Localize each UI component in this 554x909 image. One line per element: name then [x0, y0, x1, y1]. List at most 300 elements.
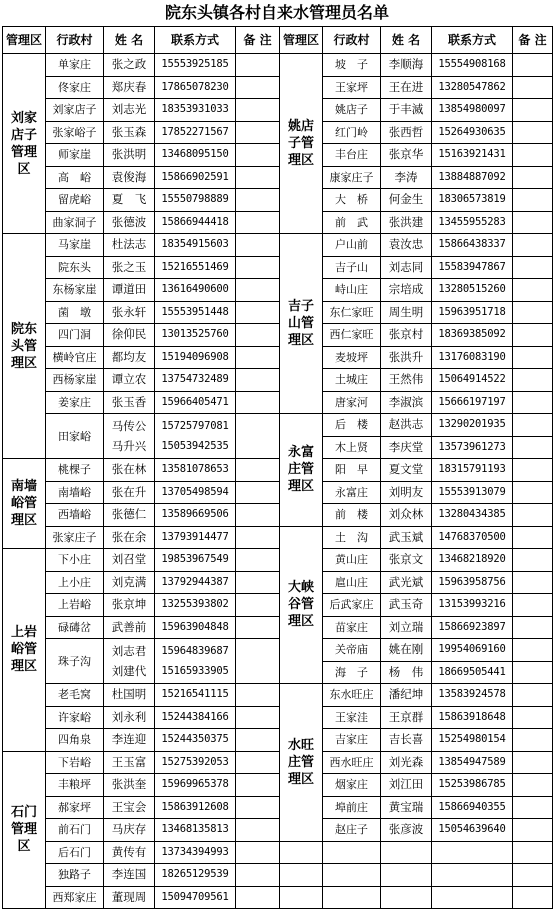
note-cell — [513, 324, 553, 347]
person-name-cell: 李淑滨 — [381, 391, 432, 414]
note-cell — [236, 54, 280, 77]
person-name-cell: 张洪建 — [381, 211, 432, 234]
person-name-cell: 刘志同 — [381, 256, 432, 279]
person-name-cell: 刘光森 — [381, 751, 432, 774]
phone-cell: 15094709561 — [155, 886, 236, 909]
note-cell — [513, 256, 553, 279]
table-row — [3, 751, 553, 774]
phone-cell: 18306573819 — [432, 189, 513, 212]
village-cell: 土 沟 — [323, 526, 381, 549]
village-cell: 前 楼 — [323, 504, 381, 527]
phone-cell: 15964839687 15165933905 — [155, 639, 236, 684]
empty-cell — [513, 864, 553, 887]
phone-cell: 15244384166 — [155, 706, 236, 729]
phone-cell: 13792944387 — [155, 571, 236, 594]
note-cell — [513, 391, 553, 414]
table-row — [3, 526, 553, 549]
village-cell: 东仁家旺 — [323, 301, 381, 324]
village-cell: 前 武 — [323, 211, 381, 234]
table-row — [3, 166, 553, 189]
person-name-cell: 刘召堂 — [104, 549, 155, 572]
person-name-cell: 宗培成 — [381, 279, 432, 302]
village-cell: 唐家河 — [323, 391, 381, 414]
person-name-cell: 张在升 — [104, 481, 155, 504]
page-title: 院东头镇各村自来水管理员名单 — [164, 3, 389, 22]
note-cell — [513, 279, 553, 302]
note-cell — [513, 166, 553, 189]
village-cell: 高 峪 — [46, 166, 104, 189]
person-name-cell: 潘纪坤 — [381, 684, 432, 707]
person-name-cell: 王玉富 — [104, 751, 155, 774]
phone-cell: 13854947589 — [432, 751, 513, 774]
empty-cell — [381, 864, 432, 887]
note-cell — [236, 639, 280, 684]
person-name-cell: 黄传有 — [104, 841, 155, 864]
management-area-right: 吉子山管理区 — [280, 234, 323, 414]
note-cell — [236, 594, 280, 617]
village-cell: 西墙峪 — [46, 504, 104, 527]
note-cell — [236, 819, 280, 842]
phone-cell: 15553913079 — [432, 481, 513, 504]
note-cell — [236, 751, 280, 774]
note-cell — [236, 616, 280, 639]
person-name-cell: 吉长喜 — [381, 729, 432, 752]
table-row — [3, 76, 553, 99]
empty-cell — [432, 864, 513, 887]
phone-cell: 15216551469 — [155, 256, 236, 279]
roster-body — [3, 54, 553, 909]
village-cell: 横岭官庄 — [46, 346, 104, 369]
note-cell — [236, 504, 280, 527]
table-row — [3, 324, 553, 347]
person-name-cell: 刘志光 — [104, 99, 155, 122]
table-row — [3, 189, 553, 212]
village-cell: 后石门 — [46, 841, 104, 864]
village-cell: 姚店子 — [323, 99, 381, 122]
management-area-left: 院东头管理区 — [3, 234, 46, 459]
person-name-cell: 李涛 — [381, 166, 432, 189]
note-cell — [236, 459, 280, 482]
phone-cell: 17865078230 — [155, 76, 236, 99]
village-cell: 田家峪 — [46, 414, 104, 459]
note-cell — [513, 211, 553, 234]
person-name-cell: 袁俊海 — [104, 166, 155, 189]
village-cell: 张家庄子 — [46, 526, 104, 549]
village-cell: 老毛窝 — [46, 684, 104, 707]
phone-cell: 13468218920 — [432, 549, 513, 572]
header-note-left: 备 注 — [236, 27, 280, 54]
village-cell: 单家庄 — [46, 54, 104, 77]
note-cell — [513, 189, 553, 212]
note-cell — [236, 256, 280, 279]
note-cell — [236, 481, 280, 504]
village-cell: 吉家庄 — [323, 729, 381, 752]
roster-table — [2, 26, 553, 909]
note-cell — [513, 504, 553, 527]
person-name-cell: 张洪奎 — [104, 774, 155, 797]
note-cell — [513, 121, 553, 144]
person-name-cell: 张彦波 — [381, 819, 432, 842]
person-name-cell: 袁汝忠 — [381, 234, 432, 257]
note-cell — [236, 324, 280, 347]
person-name-cell: 夏 飞 — [104, 189, 155, 212]
table-row — [3, 729, 553, 752]
person-name-cell: 周生明 — [381, 301, 432, 324]
village-cell: 扈山庄 — [323, 571, 381, 594]
village-cell: 马家崖 — [46, 234, 104, 257]
note-cell — [513, 526, 553, 549]
village-cell: 赵庄子 — [323, 819, 381, 842]
person-name-cell: 刘立瑞 — [381, 616, 432, 639]
empty-cell — [280, 864, 323, 887]
village-cell: 上小庄 — [46, 571, 104, 594]
phone-cell: 15866944418 — [155, 211, 236, 234]
phone-cell: 18354915603 — [155, 234, 236, 257]
phone-cell: 15866923897 — [432, 616, 513, 639]
table-row — [3, 886, 553, 909]
village-cell: 珠子沟 — [46, 639, 104, 684]
table-row — [3, 459, 553, 482]
note-cell — [236, 369, 280, 392]
note-cell — [236, 549, 280, 572]
phone-cell: 17852271567 — [155, 121, 236, 144]
village-cell: 碌碡岔 — [46, 616, 104, 639]
person-name-cell: 张京村 — [381, 324, 432, 347]
management-area-left: 石门管理区 — [3, 751, 46, 909]
phone-cell: 13013525760 — [155, 324, 236, 347]
table-row — [3, 504, 553, 527]
person-name-cell: 姚在刚 — [381, 639, 432, 662]
person-name-cell: 杨 伟 — [381, 661, 432, 684]
phone-cell: 15863912608 — [155, 796, 236, 819]
note-cell — [513, 819, 553, 842]
village-cell: 东水旺庄 — [323, 684, 381, 707]
phone-cell: 15163921431 — [432, 144, 513, 167]
village-cell: 木上贤 — [323, 436, 381, 459]
phone-cell: 15264930635 — [432, 121, 513, 144]
note-cell — [236, 279, 280, 302]
phone-cell: 13854980097 — [432, 99, 513, 122]
village-cell: 独路子 — [46, 864, 104, 887]
village-cell: 院东头 — [46, 256, 104, 279]
phone-cell: 13754732489 — [155, 369, 236, 392]
person-name-cell: 王宝会 — [104, 796, 155, 819]
note-cell — [236, 301, 280, 324]
table-row — [3, 301, 553, 324]
phone-cell: 15963904848 — [155, 616, 236, 639]
village-cell: 吉子山 — [323, 256, 381, 279]
management-area-left: 上岩峪管理区 — [3, 549, 46, 752]
person-name-cell: 张西哲 — [381, 121, 432, 144]
table-row — [3, 481, 553, 504]
management-area-right: 大峡谷管理区 — [280, 526, 323, 684]
table-row — [3, 346, 553, 369]
village-cell: 王家洼 — [323, 706, 381, 729]
phone-cell: 15254980154 — [432, 729, 513, 752]
village-cell: 红门岭 — [323, 121, 381, 144]
village-cell: 土城庄 — [323, 369, 381, 392]
village-cell: 丰台庄 — [323, 144, 381, 167]
header-village-left: 行政村 — [46, 27, 104, 54]
phone-cell: 15725797081 15053942535 — [155, 414, 236, 459]
table-row — [3, 864, 553, 887]
village-cell: 张家峪子 — [46, 121, 104, 144]
note-cell — [513, 796, 553, 819]
note-cell — [513, 774, 553, 797]
phone-cell: 15963958756 — [432, 571, 513, 594]
phone-cell: 15054639640 — [432, 819, 513, 842]
person-name-cell: 刘克满 — [104, 571, 155, 594]
phone-cell: 13616490600 — [155, 279, 236, 302]
person-name-cell: 谭道田 — [104, 279, 155, 302]
note-cell — [236, 841, 280, 864]
person-name-cell: 马传公 马升兴 — [104, 414, 155, 459]
person-name-cell: 张永轩 — [104, 301, 155, 324]
note-cell — [236, 189, 280, 212]
village-cell: 峙山庄 — [323, 279, 381, 302]
person-name-cell: 马庆存 — [104, 819, 155, 842]
management-area-left: 南墙峪管理区 — [3, 459, 46, 549]
empty-cell — [280, 886, 323, 909]
phone-cell: 13581078653 — [155, 459, 236, 482]
note-cell — [513, 301, 553, 324]
table-row — [3, 256, 553, 279]
phone-cell: 14768370500 — [432, 526, 513, 549]
phone-cell: 19954069160 — [432, 639, 513, 662]
person-name-cell: 董现周 — [104, 886, 155, 909]
phone-cell: 15969965378 — [155, 774, 236, 797]
table-row — [3, 841, 553, 864]
village-cell: 后 楼 — [323, 414, 381, 437]
village-cell: 桃棵子 — [46, 459, 104, 482]
phone-cell: 15244350375 — [155, 729, 236, 752]
person-name-cell: 刘志君 刘建代 — [104, 639, 155, 684]
person-name-cell: 何金生 — [381, 189, 432, 212]
note-cell — [513, 369, 553, 392]
person-name-cell: 王在进 — [381, 76, 432, 99]
note-cell — [236, 729, 280, 752]
note-cell — [513, 436, 553, 459]
village-cell: 四门洞 — [46, 324, 104, 347]
phone-cell: 13589669506 — [155, 504, 236, 527]
person-name-cell: 刘永利 — [104, 706, 155, 729]
empty-cell — [432, 841, 513, 864]
phone-cell: 19853967549 — [155, 549, 236, 572]
note-cell — [236, 234, 280, 257]
table-row — [3, 616, 553, 639]
phone-cell: 13705498594 — [155, 481, 236, 504]
person-name-cell: 刘明友 — [381, 481, 432, 504]
note-cell — [513, 54, 553, 77]
person-name-cell: 张之玉 — [104, 256, 155, 279]
table-row — [3, 571, 553, 594]
phone-cell: 13734394993 — [155, 841, 236, 864]
note-cell — [513, 706, 553, 729]
empty-cell — [280, 841, 323, 864]
village-cell: 上岩峪 — [46, 594, 104, 617]
village-cell: 佟家庄 — [46, 76, 104, 99]
note-cell — [236, 211, 280, 234]
village-cell: 阳 早 — [323, 459, 381, 482]
village-cell: 西郑家庄 — [46, 886, 104, 909]
person-name-cell: 刘众林 — [381, 504, 432, 527]
village-cell: 苗家庄 — [323, 616, 381, 639]
village-cell: 后武家庄 — [323, 594, 381, 617]
village-cell: 四角泉 — [46, 729, 104, 752]
village-cell: 王家坪 — [323, 76, 381, 99]
person-name-cell: 张之政 — [104, 54, 155, 77]
phone-cell: 15553951448 — [155, 301, 236, 324]
phone-cell: 18369385092 — [432, 324, 513, 347]
village-cell: 康家庄子 — [323, 166, 381, 189]
person-name-cell: 张德仁 — [104, 504, 155, 527]
village-cell: 郝家坪 — [46, 796, 104, 819]
header-village-right: 行政村 — [323, 27, 381, 54]
village-cell: 黄山庄 — [323, 549, 381, 572]
phone-cell: 13290201935 — [432, 414, 513, 437]
person-name-cell: 杜国明 — [104, 684, 155, 707]
note-cell — [513, 346, 553, 369]
person-name-cell: 刘江田 — [381, 774, 432, 797]
header-note-right: 备 注 — [513, 27, 553, 54]
phone-cell: 15253986785 — [432, 774, 513, 797]
table-row — [3, 706, 553, 729]
phone-cell: 15275392053 — [155, 751, 236, 774]
person-name-cell: 武光斌 — [381, 571, 432, 594]
person-name-cell: 张洪明 — [104, 144, 155, 167]
phone-cell: 13583924578 — [432, 684, 513, 707]
phone-cell: 15064914522 — [432, 369, 513, 392]
person-name-cell: 谭立农 — [104, 369, 155, 392]
village-cell: 西水旺庄 — [323, 751, 381, 774]
empty-cell — [323, 886, 381, 909]
person-name-cell: 徐仰民 — [104, 324, 155, 347]
village-cell: 埠前庄 — [323, 796, 381, 819]
phone-cell: 13793914477 — [155, 526, 236, 549]
empty-cell — [323, 864, 381, 887]
note-cell — [236, 796, 280, 819]
person-name-cell: 黄宝瑞 — [381, 796, 432, 819]
management-area-right: 永富庄管理区 — [280, 414, 323, 527]
table-row — [3, 639, 553, 662]
note-cell — [513, 571, 553, 594]
note-cell — [513, 549, 553, 572]
village-cell: 大 桥 — [323, 189, 381, 212]
phone-cell: 15963951718 — [432, 301, 513, 324]
village-cell: 西杨家崖 — [46, 369, 104, 392]
phone-cell: 13468095150 — [155, 144, 236, 167]
person-name-cell: 张在余 — [104, 526, 155, 549]
person-name-cell: 张德波 — [104, 211, 155, 234]
table-row — [3, 369, 553, 392]
person-name-cell: 张玉森 — [104, 121, 155, 144]
village-cell: 烟家庄 — [323, 774, 381, 797]
table-row — [3, 121, 553, 144]
village-cell: 前石门 — [46, 819, 104, 842]
table-row — [3, 594, 553, 617]
table-row — [3, 54, 553, 77]
phone-cell: 13884887092 — [432, 166, 513, 189]
empty-cell — [513, 841, 553, 864]
village-cell: 下小庄 — [46, 549, 104, 572]
village-cell: 南墙峪 — [46, 481, 104, 504]
table-row — [3, 796, 553, 819]
note-cell — [513, 594, 553, 617]
person-name-cell: 赵洪志 — [381, 414, 432, 437]
phone-cell: 13455955283 — [432, 211, 513, 234]
table-row — [3, 144, 553, 167]
header-area-right: 管理区 — [280, 27, 323, 54]
person-name-cell: 张京文 — [381, 549, 432, 572]
note-cell — [236, 346, 280, 369]
note-cell — [513, 751, 553, 774]
person-name-cell: 杜法志 — [104, 234, 155, 257]
person-name-cell: 王京群 — [381, 706, 432, 729]
note-cell — [236, 864, 280, 887]
phone-cell: 15866940355 — [432, 796, 513, 819]
village-cell: 西仁家旺 — [323, 324, 381, 347]
person-name-cell: 张洪升 — [381, 346, 432, 369]
phone-cell: 15866438337 — [432, 234, 513, 257]
person-name-cell: 李庆堂 — [381, 436, 432, 459]
phone-cell: 13280547862 — [432, 76, 513, 99]
note-cell — [236, 774, 280, 797]
person-name-cell: 张玉香 — [104, 391, 155, 414]
table-row — [3, 549, 553, 572]
note-cell — [513, 234, 553, 257]
empty-cell — [513, 886, 553, 909]
village-cell: 曲家洞子 — [46, 211, 104, 234]
village-cell: 海 子 — [323, 661, 381, 684]
header-name-right: 姓 名 — [381, 27, 432, 54]
village-cell: 菌 墩 — [46, 301, 104, 324]
village-cell: 姜家庄 — [46, 391, 104, 414]
person-name-cell: 于丰滅 — [381, 99, 432, 122]
village-cell: 户山前 — [323, 234, 381, 257]
person-name-cell: 王然伟 — [381, 369, 432, 392]
table-row — [3, 414, 553, 437]
header-row — [3, 27, 553, 54]
note-cell — [513, 729, 553, 752]
note-cell — [513, 616, 553, 639]
person-name-cell: 李顺海 — [381, 54, 432, 77]
note-cell — [236, 414, 280, 459]
header-area-left: 管理区 — [3, 27, 46, 54]
note-cell — [513, 639, 553, 662]
phone-cell: 13573961273 — [432, 436, 513, 459]
note-cell — [513, 481, 553, 504]
table-row — [3, 234, 553, 257]
header-phone-right: 联系方式 — [432, 27, 513, 54]
phone-cell: 13176083190 — [432, 346, 513, 369]
phone-cell: 13153993216 — [432, 594, 513, 617]
table-row — [3, 684, 553, 707]
phone-cell: 15550798889 — [155, 189, 236, 212]
note-cell — [236, 571, 280, 594]
person-name-cell: 李连迎 — [104, 729, 155, 752]
phone-cell: 18353931033 — [155, 99, 236, 122]
village-cell: 下岩峪 — [46, 751, 104, 774]
table-row — [3, 774, 553, 797]
phone-cell: 15194096908 — [155, 346, 236, 369]
phone-cell: 18669505441 — [432, 661, 513, 684]
person-name-cell: 李连国 — [104, 864, 155, 887]
note-cell — [513, 76, 553, 99]
table-row — [3, 279, 553, 302]
empty-cell — [323, 841, 381, 864]
header-name-left: 姓 名 — [104, 27, 155, 54]
note-cell — [236, 684, 280, 707]
